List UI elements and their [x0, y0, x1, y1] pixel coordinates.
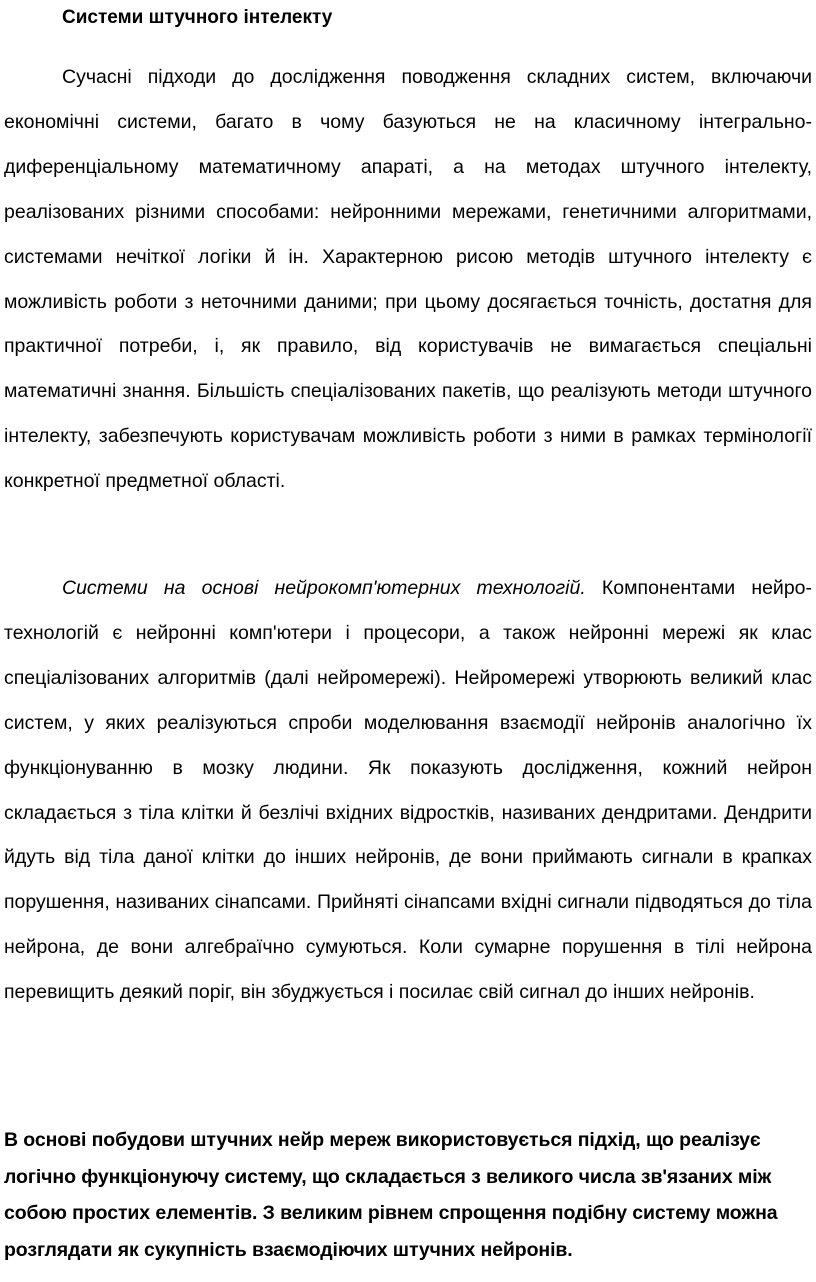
paragraph-neurocomputer	[4, 566, 812, 1015]
document-title: Системи штучного інтелекту	[62, 7, 333, 28]
paragraph-ai-systems: Сучасні підходи до дослідження поводження складних систем, включаючи економічні системи, багато в чому базуються не на класичному інтегрально-диференціальному математичному апараті, а на методах штучного інтелекту, реалізованих різними способами: нейронними мережами, генетичними алгоритмами, системами нечіткої логіки й ін. Характерною рисою методів штучного інтелекту є можливість роботи з неточними даними; при цьому досягається точність, достатня для практичної потреби, і, як правило, від користувачів не вимагається спеціальні математичні знання. Більшість спеціалізованих пакетів, що реалізують методи штучного інтелекту, забезпечують користувачам можливість роботи з ними в рамках термінології конкретної предметної області.	[4, 66, 812, 493]
paragraph-ann-basis: В основі побудови штучних нейр мереж використовується підхід, що реалізує логічно функціонуючу систему, що складається з великого числа зв'язаних між собою простих елементів. З великим рівнем спрощення подібну систему можна розглядати як сукупність взаємодіючих штучних нейронів.	[4, 1129, 778, 1261]
paragraph-heading-neurocomputer: Системи на основі нейрокомп'ютерних технологій.	[62, 577, 586, 599]
paragraph-body-neurocomputer: Компонентами нейро-технологій є нейронні комп'ютери і процесори, а також нейронні мережі як клас спеціалізованих алгоритмів (далі нейромережі). Нейромережі утворюють великий клас систем, у яких реалізуються спроби моделювання взаємодії нейронів аналогічно їх функціонуванню в мозку людини. Як показують дослідження, кожний нейрон складається з тіла клітки й безлічі вхідних відростків, називаних дендритами. Дендрити йдуть від тіла даної клітки до інших нейронів, де вони приймають сигнали в крапках порушення, називаних сінапсами. Прийняті сінапсами вхідні сигнали підводяться до тіла нейрона, де вони алгебраїчно сумуються. Коли сумарне порушення в тілі нейрона перевищить деякий поріг, він збуджується і посилає свій сигнал до інших нейронів.	[4, 577, 813, 1004]
